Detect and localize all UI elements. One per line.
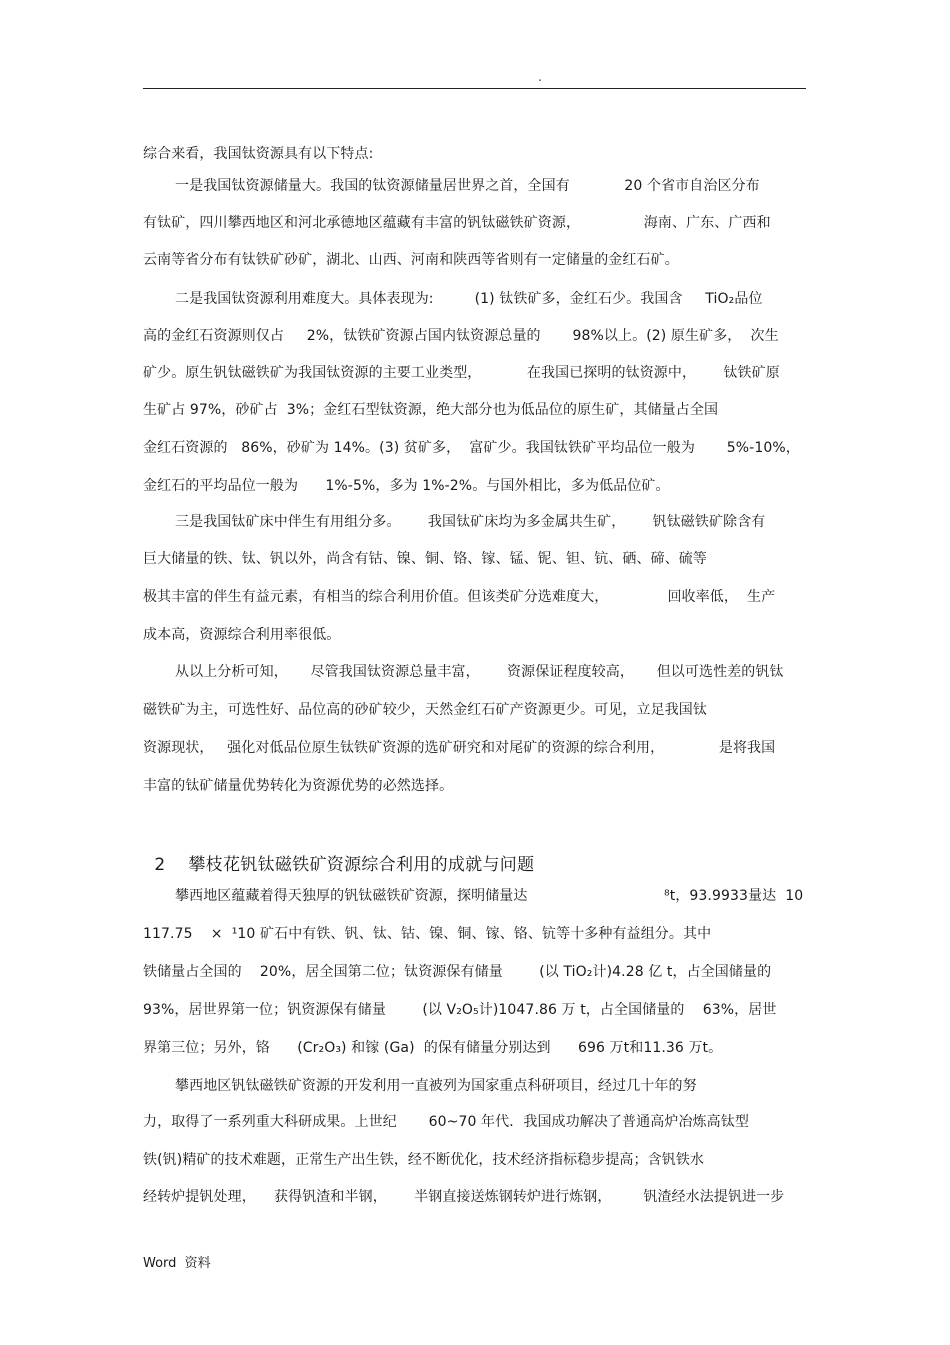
paragraph-line: 矿少。原生钒钛磁铁矿为我国钛资源的主要工业类型， 在我国已探明的钛资源中， 钛铁矿原 [143,365,780,381]
paragraph-line: 成本高，资源综合利用率很低。 [143,627,341,643]
paragraph-line: 极其丰富的伴生有益元素，有相当的综合利用价值。但该类矿分选难度大， 回收率低， 生产 [143,589,776,605]
paragraph-line: 经转炉提钒处理， 获得钒渣和半钢， 半钢直接送炼钢转炉进行炼钢， 钒渣经水法提钒进一步 [143,1189,785,1205]
paragraph-line: 93%，居世界第一位；钒资源保有储量 (以 V₂O₅计)1047.86 万 t，占全国储量的 63%，居世 [143,1002,777,1018]
paragraph-line: 铁(钒)精矿的技术难题，正常生产出生铁，经不断优化，技术经济指标稳步提高；含钒铁水 [143,1152,705,1168]
paragraph-line: 二是我国钛资源利用难度大。具体表现为: (1) 钛铁矿多，金红石少。我国含 TiO₂品位 [175,291,763,307]
paragraph-line: 攀西地区蕴藏着得天独厚的钒钛磁铁矿资源，探明储量达 ⁸t，93.9933量达 10 [175,888,804,904]
paragraph-line: 金红石的平均品位一般为 1%-5%，多为 1%-2%。与国外相比，多为低品位矿。 [143,478,670,494]
paragraph-line: 界第三位；另外，铬 (Cr₂O₃) 和镓 (Ga) 的保有储量分别达到 696 万t和11.36 万t。 [143,1040,723,1056]
paragraph-line: 力，取得了一系列重大科研成果。上世纪 60~70 年代．我国成功解决了普通高炉冶炼高钛型 [143,1114,749,1130]
paragraph-line: 云南等省分布有钛铁矿砂矿，湖北、山西、河南和陕西等省则有一定储量的金红石矿。 [143,252,679,268]
paragraph-line: 攀西地区钒钛磁铁矿资源的开发利用一直被列为国家重点科研项目，经过几十年的努 [175,1078,697,1094]
paragraph-line: 资源现状， 强化对低品位原生钛铁矿资源的选矿研究和对尾矿的资源的综合利用， 是将我国 [143,740,776,756]
footer-text: Word 资料 [143,1256,211,1271]
header-rule [143,88,806,89]
paragraph-line: 117.75 × ¹10 矿石中有铁、钒、钛、钴、镍、铜、镓、铬、钪等十多种有益组分。其中 [143,926,712,942]
section-title: 攀枝花钒钛磁铁矿资源综合利用的成就与问题 [188,855,535,875]
paragraph-line: 高的金红石资源则仅占 2%，钛铁矿资源占国内钛资源总量的 98%以上。(2) 原生矿多， 次生 [143,328,779,344]
paragraph-line: 铁储量占全国的 20%，居全国第二位；钛资源保有储量 (以 TiO₂计)4.28 亿 t，占全国储量的 [143,964,772,980]
paragraph-line: 从以上分析可知， 尽管我国钛资源总量丰富， 资源保证程度较高， 但以可选性差的钒钛 [175,664,784,680]
header-mark: . [538,70,542,84]
paragraph-line: 金红石资源的 86%，砂矿为 14%。(3) 贫矿多， 富矿少。我国钛铁矿平均品位一般为 5%-10%， [143,440,800,456]
paragraph-line: 三是我国钛矿床中伴生有用组分多。 我国钛矿床均为多金属共生矿， 钒钛磁铁矿除含有 [175,514,766,530]
section-intro: 综合来看，我国钛资源具有以下特点: [143,146,374,162]
paragraph-line: 巨大储量的铁、钛、钒以外，尚含有钴、镍、铜、铬、镓、锰、铌、钽、钪、硒、碲、硫等 [143,551,707,567]
paragraph-line: 磁铁矿为主，可选性好、品位高的砂矿较少，天然金红石矿产资源更少。可见，立足我国钛 [143,702,707,718]
section-number: 2 [154,855,166,875]
paragraph-line: 生矿占 97%，砂矿占 3%；金红石型钛资源，绝大部分也为低品位的原生矿，其储量占全国 [143,402,719,418]
paragraph-line: 一是我国钛资源储量大。我国的钛资源储量居世界之首，全国有 20 个省市自治区分布 [175,178,760,194]
section-heading [143,830,534,875]
paragraph-line: 丰富的钛矿储量优势转化为资源优势的必然选择。 [143,778,454,794]
paragraph-line: 有钛矿，四川攀西地区和河北承德地区蕴藏有丰富的钒钛磁铁矿资源， 海南、广东、广西和 [143,215,771,231]
